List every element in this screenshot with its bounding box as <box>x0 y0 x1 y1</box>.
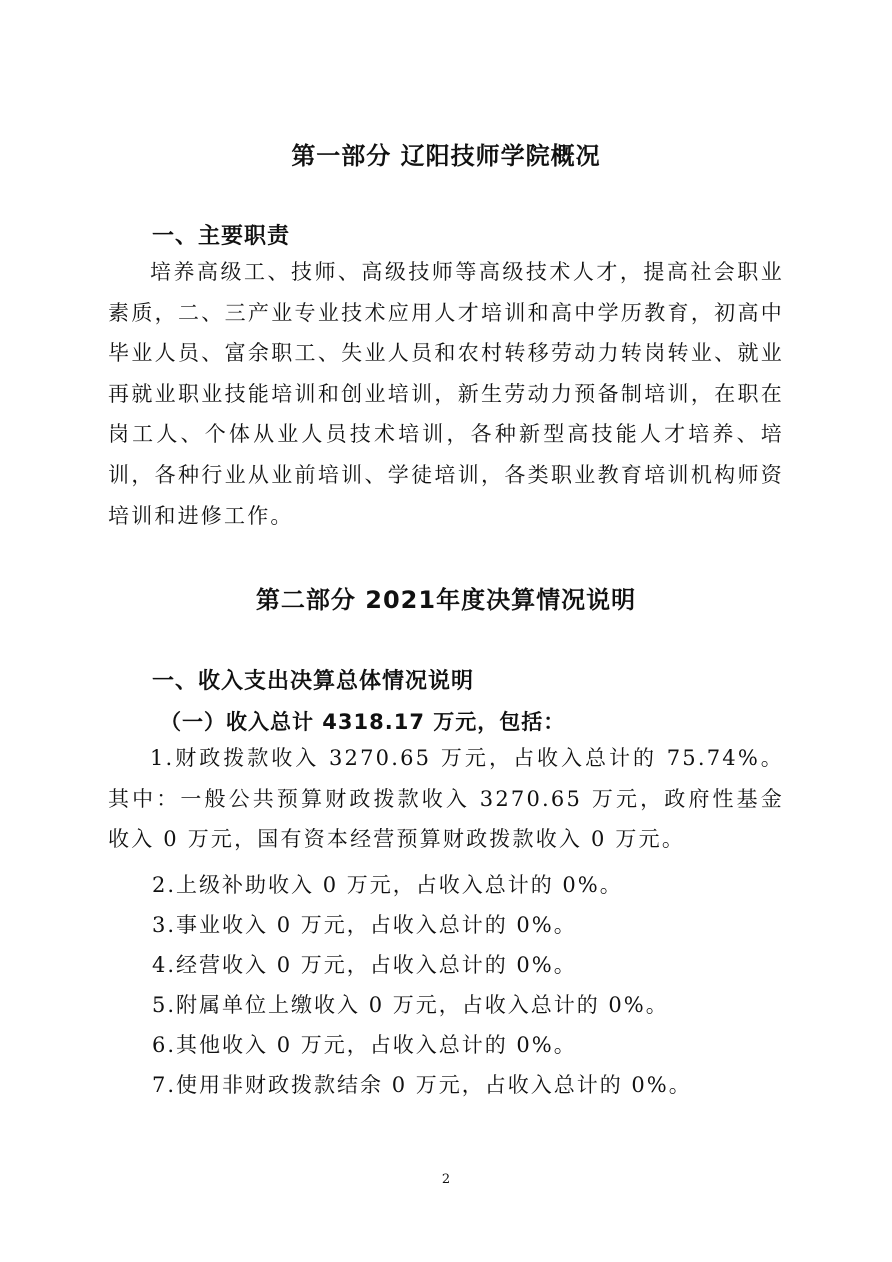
income-item-5: 5.附属单位上缴收入 0 万元，占收入总计的 0%。 <box>152 993 669 1017</box>
section-heading-overview: 一、收入支出决算总体情况说明 <box>152 669 475 694</box>
income-item-2: 2.上级补助收入 0 万元，占收入总计的 0%。 <box>152 873 623 897</box>
income-item-1: 1.财政拨款收入 3270.65 万元，占收入总计的 75.74%。其中：一般公共预算财政拨款收入 3270.65 万元，政府性基金收入 0 万元，国有资本经营预算财政拨款收入 0 万元。 <box>108 746 784 852</box>
income-total-subheading: （一）收入总计 4318.17 万元，包括： <box>160 710 566 734</box>
income-item-7: 7.使用非财政拨款结余 0 万元，占收入总计的 0%。 <box>152 1073 692 1097</box>
income-item-3: 3.事业收入 0 万元，占收入总计的 0%。 <box>152 913 577 937</box>
income-item-6: 6.其他收入 0 万元，占收入总计的 0%。 <box>152 1033 577 1057</box>
duties-paragraph: 培养高级工、技师、高级技师等高级技术人才，提高社会职业素质，二、三产业专业技术应用人才培训和高中学历教育，初高中毕业人员、富余职工、失业人员和农村转移劳动力转岗转业、就业再就业职业技能培训和创业培训，新生劳动力预备制培训，在职在岗工人、个体从业人员技术培训，各种新型高技能人才培养、培训，各种行业从业前培训、学徒培训，各类职业教育培训机构师资培训和进修工作。 <box>108 260 784 528</box>
page-number: 2 <box>441 1172 451 1187</box>
section-heading-duties: 一、主要职责 <box>152 224 291 249</box>
part1-title: 第一部分 辽阳技师学院概况 <box>291 142 601 170</box>
income-item-4: 4.经营收入 0 万元，占收入总计的 0%。 <box>152 953 577 977</box>
part2-title: 第二部分 2021年度决算情况说明 <box>255 586 637 614</box>
